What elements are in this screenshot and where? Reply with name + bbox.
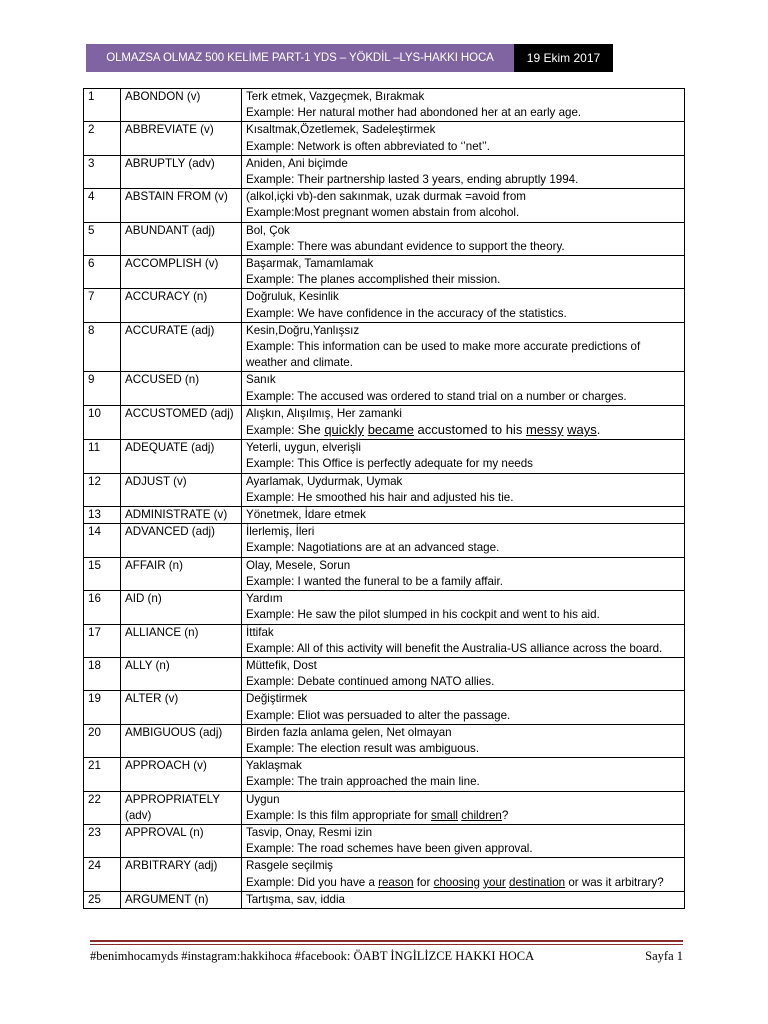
entry-number: 11 [84, 440, 121, 473]
table-row [84, 256, 685, 289]
footer-divider-thin [90, 944, 683, 945]
entry-definition [242, 155, 685, 188]
entry-definition [242, 557, 685, 590]
entry-number: 8 [84, 322, 121, 372]
entry-meaning: Değiştirmek [246, 692, 308, 706]
entry-meaning: Yardım [246, 592, 283, 606]
example-fragment: quickly [324, 422, 365, 438]
entry-word: APPROPRIATELY (adv) [121, 791, 242, 824]
entry-number: 6 [84, 256, 121, 289]
example-prefix: Example: [246, 424, 298, 438]
footer-divider [90, 940, 683, 942]
entry-example: Example: This information can be used to make more accurate predictions of weather and climate. [246, 340, 641, 370]
table-row [84, 473, 685, 506]
entry-definition [242, 256, 685, 289]
entry-word: ALLIANCE (n) [121, 624, 242, 657]
table-row [84, 858, 685, 891]
entry-definition [242, 891, 685, 908]
table-row [84, 557, 685, 590]
entry-word: ADJUST (v) [121, 473, 242, 506]
example-fragment: She [297, 422, 325, 438]
entry-number: 17 [84, 624, 121, 657]
entry-number: 12 [84, 473, 121, 506]
entry-definition [242, 657, 685, 690]
entry-definition [242, 624, 685, 657]
entry-number: 7 [84, 289, 121, 322]
entry-meaning: Doğruluk, Kesinlik [246, 290, 339, 304]
entry-example: Example: Her natural mother had abondoned her at an early age. [246, 106, 582, 120]
entry-word: ARGUMENT (n) [121, 891, 242, 908]
table-row [84, 155, 685, 188]
entry-example: Example: The election result was ambiguous. [246, 741, 480, 755]
entry-word: ALLY (n) [121, 657, 242, 690]
entry-number: 5 [84, 222, 121, 255]
example-fragment: became [367, 422, 414, 438]
entry-meaning: Bol, Çok [246, 223, 290, 237]
page-header [86, 44, 613, 72]
entry-number: 4 [84, 189, 121, 222]
entry-example: Example: The train approached the main line. [246, 775, 480, 789]
entry-example [246, 808, 680, 824]
entry-word: ABONDON (v) [121, 89, 242, 122]
example-fragment: your [483, 875, 506, 889]
entry-meaning: Kısaltmak,Özetlemek, Sadeleştirmek [246, 123, 436, 137]
example-fragment: or was it arbitrary? [565, 875, 664, 889]
entry-word: AFFAIR (n) [121, 557, 242, 590]
entry-word: ABBREVIATE (v) [121, 122, 242, 155]
entry-definition [242, 691, 685, 724]
example-fragment: messy [525, 422, 564, 438]
table-row [84, 405, 685, 439]
entry-example: Example: Nagotiations are at an advanced stage. [246, 541, 500, 555]
entry-meaning: Rasgele seçilmiş [246, 859, 333, 873]
entry-word: ACCUSTOMED (adj) [121, 405, 242, 439]
entry-word: APPROVAL (n) [121, 824, 242, 857]
entry-example: Example: We have confidence in the accuracy of the statistics. [246, 306, 567, 320]
entry-word: ARBITRARY (adj) [121, 858, 242, 891]
entry-word: ABRUPTLY (adv) [121, 155, 242, 188]
example-fragment: children [461, 808, 502, 822]
entry-example: Example:Most pregnant women abstain from alcohol. [246, 206, 520, 220]
example-fragment: reason [378, 875, 414, 889]
table-row [84, 507, 685, 524]
header-date: 19 Ekim 2017 [514, 44, 613, 72]
example-fragment: destination [509, 875, 566, 889]
entry-definition [242, 473, 685, 506]
example-fragment: Example: Is this film appropriate for [246, 808, 431, 822]
entry-definition [242, 724, 685, 757]
entry-meaning: Terk etmek, Vazgeçmek, Bırakmak [246, 90, 425, 103]
entry-definition [242, 122, 685, 155]
entry-example: Example: The road schemes have been given approval. [246, 842, 533, 856]
table-row [84, 89, 685, 122]
entry-word: ABUNDANT (adj) [121, 222, 242, 255]
table-row [84, 724, 685, 757]
table-row [84, 791, 685, 824]
entry-number: 20 [84, 724, 121, 757]
table-row [84, 824, 685, 857]
entry-number: 9 [84, 372, 121, 405]
table-row [84, 657, 685, 690]
entry-example: Example: There was abundant evidence to support the theory. [246, 239, 565, 253]
entry-word: AID (n) [121, 591, 242, 624]
entry-meaning: Olay, Mesele, Sorun [246, 558, 351, 572]
entry-definition [242, 591, 685, 624]
table-row [84, 222, 685, 255]
footer-hashtags: #benimhocamyds #instagram:hakkihoca #facebook: ÖABT İNGİLİZCE HAKKI HOCA [90, 949, 535, 963]
entry-example: Example: He saw the pilot slumped in his cockpit and went to his aid. [246, 608, 600, 622]
entry-meaning: İttifak [246, 625, 274, 639]
entry-definition [242, 222, 685, 255]
entry-number: 18 [84, 657, 121, 690]
table-row [84, 691, 685, 724]
entry-word: ACCURATE (adj) [121, 322, 242, 372]
entry-number: 22 [84, 791, 121, 824]
entry-example: Example: All of this activity will benefit the Australia-US alliance across the board. [246, 641, 663, 655]
entry-number: 23 [84, 824, 121, 857]
entry-meaning: (alkol,içki vb)-den sakınmak, uzak durmak =avoid from [246, 190, 526, 204]
entry-number: 1 [84, 89, 121, 122]
entry-word: ADVANCED (adj) [121, 524, 242, 557]
entry-definition [242, 524, 685, 557]
table-row [84, 289, 685, 322]
entry-definition [242, 189, 685, 222]
table-row [84, 758, 685, 791]
table-row [84, 591, 685, 624]
entry-number: 19 [84, 691, 121, 724]
entry-example: Example: Eliot was persuaded to alter the passage. [246, 708, 511, 722]
entry-word: ABSTAIN FROM (v) [121, 189, 242, 222]
entry-meaning: Sanık [246, 373, 276, 387]
entry-meaning: Yeterli, uygun, elverişli [246, 441, 361, 455]
page-footer [90, 949, 683, 964]
entry-example: Example: He smoothed his hair and adjusted his tie. [246, 490, 514, 504]
entry-definition [242, 289, 685, 322]
table-row [84, 624, 685, 657]
entry-definition [242, 405, 685, 439]
entry-number: 2 [84, 122, 121, 155]
example-fragment: accustomed to his [413, 422, 526, 438]
table-row [84, 372, 685, 405]
entry-example: Example: The planes accomplished their mission. [246, 273, 501, 287]
example-fragment: choosing [433, 875, 480, 889]
entry-number: 16 [84, 591, 121, 624]
entry-definition [242, 372, 685, 405]
page-number: Sayfa 1 [645, 949, 683, 963]
example-fragment: ways [567, 422, 597, 438]
entry-meaning: Birden fazla anlama gelen, Net olmayan [246, 725, 452, 739]
entry-example [246, 422, 680, 439]
table-row [84, 189, 685, 222]
entry-number: 21 [84, 758, 121, 791]
entry-number: 24 [84, 858, 121, 891]
entry-definition [242, 824, 685, 857]
table-row [84, 440, 685, 473]
example-fragment: . [596, 422, 601, 438]
entry-meaning: Tartışma, sav, iddia [246, 892, 346, 906]
example-fragment: for [413, 875, 434, 889]
entry-word: ALTER (v) [121, 691, 242, 724]
example-fragment: small [430, 808, 458, 822]
entry-number: 15 [84, 557, 121, 590]
entry-number: 3 [84, 155, 121, 188]
entry-meaning: İlerlemiş, İleri [246, 525, 315, 539]
table-row [84, 524, 685, 557]
entry-definition [242, 322, 685, 372]
entry-word: ADEQUATE (adj) [121, 440, 242, 473]
entry-definition [242, 89, 685, 122]
entry-word: AMBIGUOUS (adj) [121, 724, 242, 757]
entry-example: Example: Their partnership lasted 3 years, ending abruptly 1994. [246, 173, 579, 187]
table-row [84, 891, 685, 908]
entry-meaning: Aniden, Ani biçimde [246, 156, 348, 170]
entry-definition [242, 440, 685, 473]
example-fragment: ? [501, 808, 509, 822]
vocabulary-table [83, 88, 685, 909]
entry-meaning: Yaklaşmak [246, 759, 302, 773]
entry-number: 10 [84, 405, 121, 439]
entry-meaning: Kesin,Doğru,Yanlışsız [246, 323, 360, 337]
entry-example [246, 875, 680, 891]
entry-number: 14 [84, 524, 121, 557]
entry-number: 13 [84, 507, 121, 524]
entry-meaning: Ayarlamak, Uydurmak, Uymak [246, 474, 403, 488]
example-fragment: Example: Did you have a [246, 875, 379, 889]
entry-word: ACCUSED (n) [121, 372, 242, 405]
entry-example: Example: Debate continued among NATO allies. [246, 675, 495, 689]
entry-meaning: Müttefik, Dost [246, 658, 317, 672]
entry-word: ACCURACY (n) [121, 289, 242, 322]
entry-definition [242, 507, 685, 524]
entry-example: Example: This Office is perfectly adequate for my needs [246, 457, 533, 471]
entry-example: Example: Network is often abbreviated to ‘’net’’. [246, 139, 491, 153]
header-title: OLMAZSA OLMAZ 500 KELİME PART-1 YDS – YÖKDİL –LYS-HAKKI HOCA [86, 44, 514, 72]
entry-definition [242, 858, 685, 891]
table-row [84, 322, 685, 372]
entry-meaning: Uygun [246, 792, 280, 806]
entry-meaning: Tasvip, Onay, Resmi izin [246, 825, 373, 839]
entry-example: Example: I wanted the funeral to be a family affair. [246, 574, 503, 588]
entry-definition [242, 758, 685, 791]
entry-example: Example: The accused was ordered to stand trial on a number or charges. [246, 389, 627, 403]
table-row [84, 122, 685, 155]
entry-definition [242, 791, 685, 824]
entry-word: ADMINISTRATE (v) [121, 507, 242, 524]
entry-meaning: Alışkın, Alışılmış, Her zamanki [246, 406, 402, 420]
entry-meaning: Yönetmek, İdare etmek [246, 508, 366, 522]
entry-number: 25 [84, 891, 121, 908]
entry-meaning: Başarmak, Tamamlamak [246, 257, 374, 271]
entry-word: ACCOMPLISH (v) [121, 256, 242, 289]
entry-word: APPROACH (v) [121, 758, 242, 791]
